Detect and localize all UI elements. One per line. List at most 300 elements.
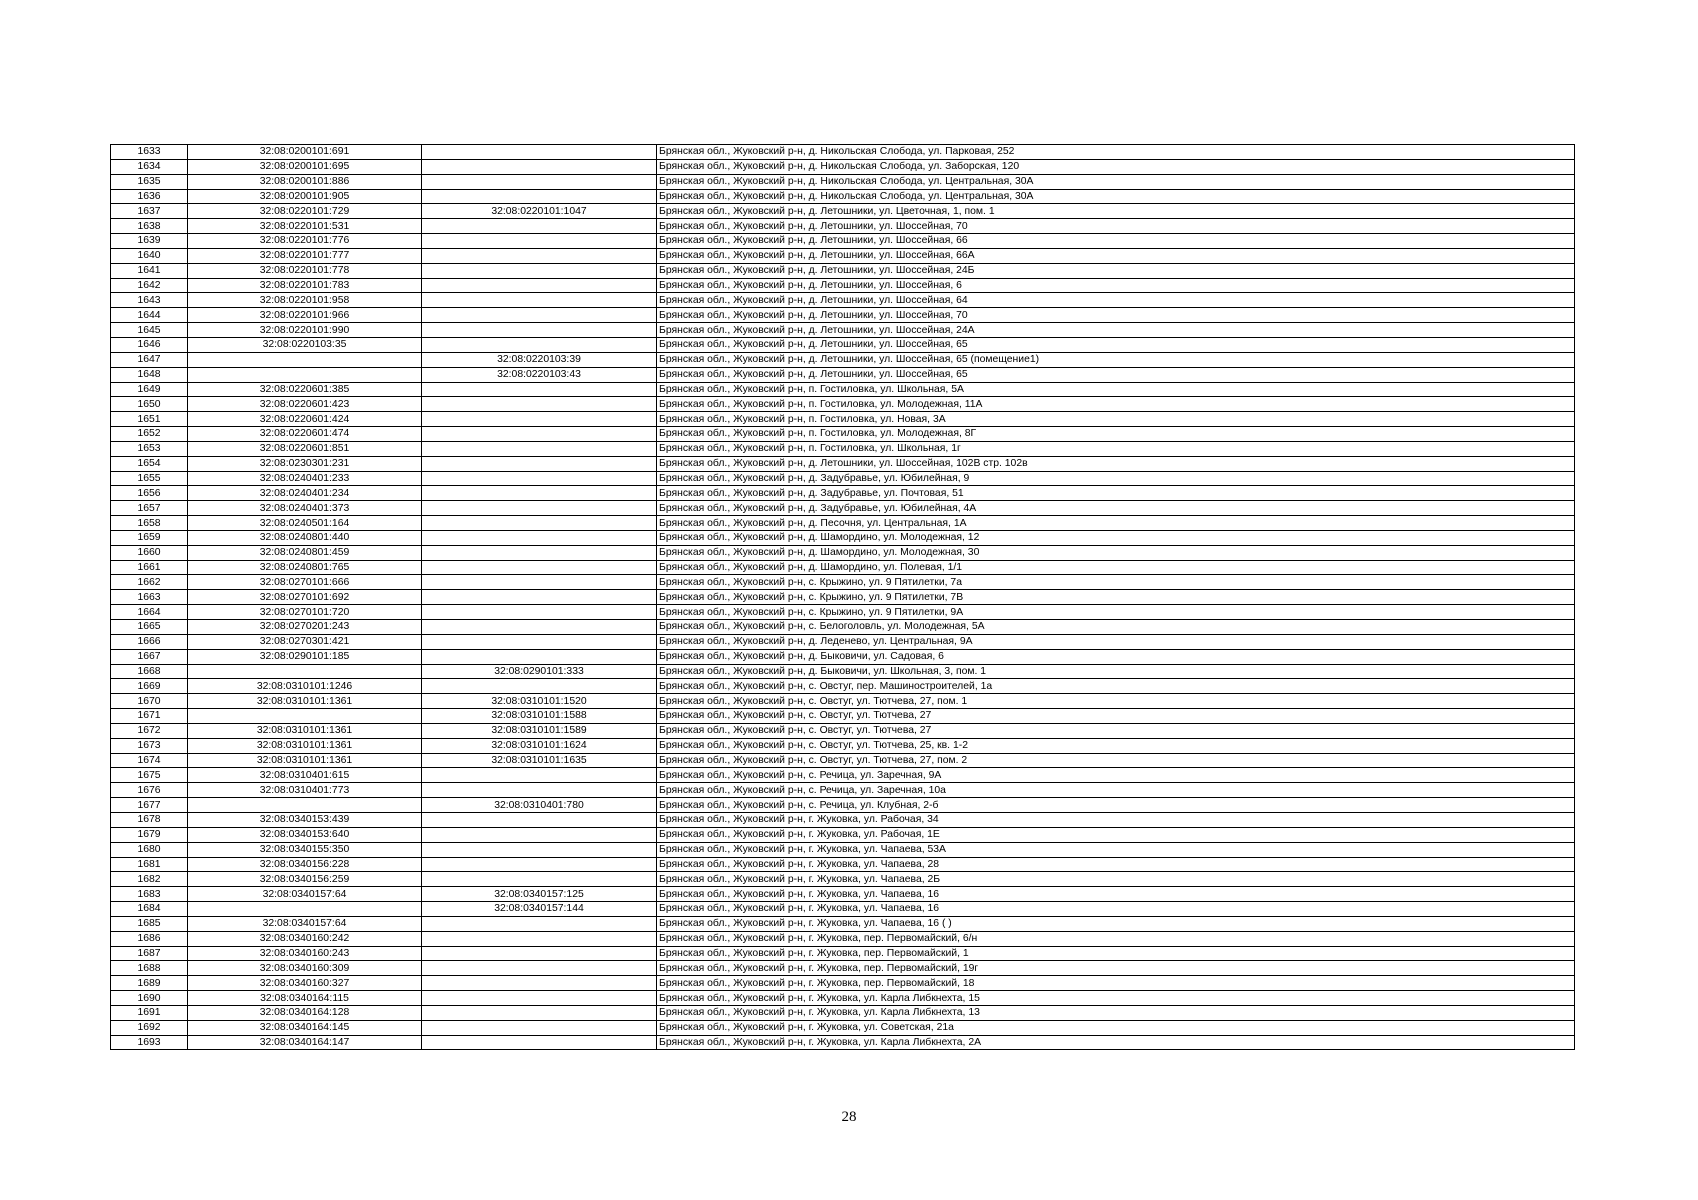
row-number-cell: 1636 (111, 189, 188, 204)
row-number-cell: 1679 (111, 827, 188, 842)
table-row (111, 1005, 1575, 1020)
table-row (111, 590, 1575, 605)
address-cell: Брянская обл., Жуковский р-н, г. Жуковка, ул. Карла Либкнехта, 2А (657, 1035, 1575, 1050)
row-number-cell: 1633 (111, 145, 188, 160)
row-number-cell: 1655 (111, 471, 188, 486)
address-cell: Брянская обл., Жуковский р-н, г. Жуковка, ул. Чапаева, 16 (657, 887, 1575, 902)
cadastral-number-cell: 32:08:0340153:640 (188, 827, 422, 842)
row-number-cell: 1669 (111, 679, 188, 694)
row-number-cell: 1672 (111, 723, 188, 738)
row-number-cell: 1667 (111, 649, 188, 664)
table-row (111, 1035, 1575, 1050)
address-cell: Брянская обл., Жуковский р-н, с. Речица, ул. Заречная, 9А (657, 768, 1575, 783)
table-row (111, 278, 1575, 293)
cadastral-number-cell (188, 709, 422, 724)
row-number-cell: 1686 (111, 931, 188, 946)
object-number-cell: 32:08:0310101:1588 (422, 709, 657, 724)
table-row (111, 530, 1575, 545)
row-number-cell: 1643 (111, 293, 188, 308)
cadastral-number-cell: 32:08:0310101:1361 (188, 753, 422, 768)
row-number-cell: 1671 (111, 709, 188, 724)
table-row (111, 976, 1575, 991)
table-row (111, 723, 1575, 738)
table-row (111, 872, 1575, 887)
object-number-cell (422, 308, 657, 323)
cadastral-number-cell: 32:08:0220601:474 (188, 427, 422, 442)
object-number-cell (422, 263, 657, 278)
address-cell: Брянская обл., Жуковский р-н, д. Леденево, ул. Центральная, 9А (657, 634, 1575, 649)
table-row (111, 620, 1575, 635)
cadastral-number-cell: 32:08:0340164:147 (188, 1035, 422, 1050)
row-number-cell: 1689 (111, 976, 188, 991)
object-number-cell (422, 991, 657, 1006)
table-row (111, 768, 1575, 783)
cadastral-number-cell: 32:08:0340155:350 (188, 842, 422, 857)
address-cell: Брянская обл., Жуковский р-н, с. Речица, ул. Клубная, 2-б (657, 798, 1575, 813)
address-cell: Брянская обл., Жуковский р-н, г. Жуковка, пер. Первомайский, 19г (657, 961, 1575, 976)
address-cell: Брянская обл., Жуковский р-н, д. Летошники, ул. Шоссейная, 65 (657, 337, 1575, 352)
address-cell: Брянская обл., Жуковский р-н, с. Овстуг, пер. Машиностроителей, 1а (657, 679, 1575, 694)
object-number-cell (422, 278, 657, 293)
cadastral-number-cell: 32:08:0240401:373 (188, 501, 422, 516)
object-number-cell (422, 189, 657, 204)
row-number-cell: 1647 (111, 352, 188, 367)
row-number-cell: 1641 (111, 263, 188, 278)
object-number-cell (422, 842, 657, 857)
address-cell: Брянская обл., Жуковский р-н, д. Задубравье, ул. Юбилейная, 9 (657, 471, 1575, 486)
address-cell: Брянская обл., Жуковский р-н, д. Задубравье, ул. Почтовая, 51 (657, 486, 1575, 501)
cadastral-number-cell: 32:08:0220101:958 (188, 293, 422, 308)
row-number-cell: 1678 (111, 812, 188, 827)
table-row (111, 382, 1575, 397)
cadastral-number-cell: 32:08:0220103:35 (188, 337, 422, 352)
row-number-cell: 1675 (111, 768, 188, 783)
object-number-cell (422, 931, 657, 946)
table-row (111, 263, 1575, 278)
address-cell: Брянская обл., Жуковский р-н, г. Жуковка, ул. Чапаева, 16 ( ) (657, 916, 1575, 931)
object-number-cell (422, 768, 657, 783)
table-row (111, 204, 1575, 219)
address-cell: Брянская обл., Жуковский р-н, д. Никольская Слобода, ул. Центральная, 30А (657, 189, 1575, 204)
cadastral-number-cell: 32:08:0220601:424 (188, 412, 422, 427)
table-row (111, 352, 1575, 367)
address-cell: Брянская обл., Жуковский р-н, д. Летошники, ул. Шоссейная, 65 (помещение1) (657, 352, 1575, 367)
row-number-cell: 1637 (111, 204, 188, 219)
address-cell: Брянская обл., Жуковский р-н, п. Гостиловка, ул. Молодежная, 11А (657, 397, 1575, 412)
object-number-cell: 32:08:0310101:1635 (422, 753, 657, 768)
address-cell: Брянская обл., Жуковский р-н, д. Летошники, ул. Шоссейная, 24А (657, 323, 1575, 338)
address-cell: Брянская обл., Жуковский р-н, с. Крыжино, ул. 9 Пятилетки, 7а (657, 575, 1575, 590)
cadastral-number-cell: 32:08:0270101:666 (188, 575, 422, 590)
object-number-cell (422, 590, 657, 605)
table-row (111, 545, 1575, 560)
row-number-cell: 1649 (111, 382, 188, 397)
row-number-cell: 1651 (111, 412, 188, 427)
row-number-cell: 1653 (111, 441, 188, 456)
cadastral-number-cell: 32:08:0240501:164 (188, 516, 422, 531)
table-row (111, 664, 1575, 679)
table-row (111, 516, 1575, 531)
object-number-cell: 32:08:0310101:1624 (422, 738, 657, 753)
object-number-cell (422, 649, 657, 664)
cadastral-number-cell: 32:08:0290101:185 (188, 649, 422, 664)
address-cell: Брянская обл., Жуковский р-н, г. Жуковка, ул. Карла Либкнехта, 13 (657, 1005, 1575, 1020)
cadastral-number-cell: 32:08:0220101:783 (188, 278, 422, 293)
object-number-cell (422, 382, 657, 397)
table-row (111, 931, 1575, 946)
row-number-cell: 1690 (111, 991, 188, 1006)
row-number-cell: 1683 (111, 887, 188, 902)
cadastral-number-cell: 32:08:0220601:423 (188, 397, 422, 412)
cadastral-number-cell: 32:08:0310401:773 (188, 783, 422, 798)
object-number-cell (422, 174, 657, 189)
table-row (111, 679, 1575, 694)
object-number-cell (422, 916, 657, 931)
object-number-cell (422, 397, 657, 412)
object-number-cell (422, 441, 657, 456)
table-row (111, 753, 1575, 768)
row-number-cell: 1662 (111, 575, 188, 590)
cadastral-number-cell (188, 352, 422, 367)
table-row (111, 308, 1575, 323)
object-number-cell (422, 1035, 657, 1050)
table-row (111, 248, 1575, 263)
address-cell: Брянская обл., Жуковский р-н, д. Быковичи, ул. Садовая, 6 (657, 649, 1575, 664)
table-row (111, 323, 1575, 338)
object-number-cell (422, 471, 657, 486)
row-number-cell: 1668 (111, 664, 188, 679)
row-number-cell: 1676 (111, 783, 188, 798)
cadastral-number-cell: 32:08:0220101:729 (188, 204, 422, 219)
row-number-cell: 1650 (111, 397, 188, 412)
address-cell: Брянская обл., Жуковский р-н, д. Никольская Слобода, ул. Заборская, 120 (657, 159, 1575, 174)
cadastral-number-cell: 32:08:0310401:615 (188, 768, 422, 783)
object-number-cell (422, 560, 657, 575)
object-number-cell (422, 976, 657, 991)
row-number-cell: 1663 (111, 590, 188, 605)
address-cell: Брянская обл., Жуковский р-н, с. Овстуг, ул. Тютчева, 25, кв. 1-2 (657, 738, 1575, 753)
object-number-cell (422, 857, 657, 872)
row-number-cell: 1659 (111, 530, 188, 545)
address-cell: Брянская обл., Жуковский р-н, д. Летошники, ул. Шоссейная, 70 (657, 219, 1575, 234)
table-row (111, 441, 1575, 456)
address-cell: Брянская обл., Жуковский р-н, г. Жуковка, ул. Советская, 21а (657, 1020, 1575, 1035)
cadastral-number-cell: 32:08:0340160:243 (188, 946, 422, 961)
table-row (111, 471, 1575, 486)
cadastral-number-cell (188, 664, 422, 679)
table-row (111, 486, 1575, 501)
cadastral-number-cell: 32:08:0270301:421 (188, 634, 422, 649)
address-cell: Брянская обл., Жуковский р-н, с. Овстуг, ул. Тютчева, 27 (657, 723, 1575, 738)
cadastral-number-cell: 32:08:0270101:692 (188, 590, 422, 605)
object-number-cell (422, 679, 657, 694)
cadastral-number-cell: 32:08:0340160:242 (188, 931, 422, 946)
address-cell: Брянская обл., Жуковский р-н, д. Быковичи, ул. Школьная, 3, пом. 1 (657, 664, 1575, 679)
cadastral-number-cell: 32:08:0240401:233 (188, 471, 422, 486)
table-row (111, 159, 1575, 174)
cadastral-number-cell: 32:08:0200101:886 (188, 174, 422, 189)
address-cell: Брянская обл., Жуковский р-н, п. Гостиловка, ул. Молодежная, 8Г (657, 427, 1575, 442)
table-row (111, 605, 1575, 620)
table-row (111, 827, 1575, 842)
object-number-cell (422, 293, 657, 308)
cadastral-number-cell: 32:08:0220101:778 (188, 263, 422, 278)
table-row (111, 649, 1575, 664)
table-row (111, 337, 1575, 352)
cadastral-number-cell: 32:08:0220101:966 (188, 308, 422, 323)
cadastral-number-cell: 32:08:0340153:439 (188, 812, 422, 827)
table-row (111, 783, 1575, 798)
object-number-cell (422, 634, 657, 649)
page-number: 28 (841, 1109, 857, 1125)
table-row (111, 145, 1575, 160)
table-row (111, 812, 1575, 827)
row-number-cell: 1682 (111, 872, 188, 887)
row-number-cell: 1680 (111, 842, 188, 857)
object-number-cell (422, 1020, 657, 1035)
row-number-cell: 1684 (111, 902, 188, 917)
object-number-cell (422, 337, 657, 352)
object-number-cell: 32:08:0220103:39 (422, 352, 657, 367)
row-number-cell: 1674 (111, 753, 188, 768)
row-number-cell: 1685 (111, 916, 188, 931)
cadastral-number-cell: 32:08:0270201:243 (188, 620, 422, 635)
address-cell: Брянская обл., Жуковский р-н, г. Жуковка, ул. Чапаева, 53А (657, 842, 1575, 857)
cadastral-number-cell (188, 902, 422, 917)
object-number-cell (422, 323, 657, 338)
address-cell: Брянская обл., Жуковский р-н, с. Речица, ул. Заречная, 10а (657, 783, 1575, 798)
table-row (111, 501, 1575, 516)
row-number-cell: 1640 (111, 248, 188, 263)
table-row (111, 991, 1575, 1006)
address-cell: Брянская обл., Жуковский р-н, г. Жуковка, ул. Карла Либкнехта, 15 (657, 991, 1575, 1006)
address-cell: Брянская обл., Жуковский р-н, г. Жуковка, ул. Рабочая, 34 (657, 812, 1575, 827)
cadastral-number-cell: 32:08:0340160:327 (188, 976, 422, 991)
row-number-cell: 1648 (111, 367, 188, 382)
address-cell: Брянская обл., Жуковский р-н, г. Жуковка, пер. Первомайский, 18 (657, 976, 1575, 991)
address-cell: Брянская обл., Жуковский р-н, д. Летошники, ул. Шоссейная, 65 (657, 367, 1575, 382)
table-row (111, 961, 1575, 976)
address-cell: Брянская обл., Жуковский р-н, г. Жуковка, ул. Чапаева, 28 (657, 857, 1575, 872)
object-number-cell (422, 456, 657, 471)
object-number-cell: 32:08:0340157:144 (422, 902, 657, 917)
object-number-cell: 32:08:0310401:780 (422, 798, 657, 813)
address-cell: Брянская обл., Жуковский р-н, д. Шамордино, ул. Молодежная, 30 (657, 545, 1575, 560)
address-cell: Брянская обл., Жуковский р-н, д. Никольская Слобода, ул. Парковая, 252 (657, 145, 1575, 160)
row-number-cell: 1654 (111, 456, 188, 471)
address-cell: Брянская обл., Жуковский р-н, г. Жуковка, ул. Чапаева, 2Б (657, 872, 1575, 887)
cadastral-number-cell: 32:08:0200101:695 (188, 159, 422, 174)
table-row (111, 456, 1575, 471)
object-number-cell: 32:08:0340157:125 (422, 887, 657, 902)
cadastral-number-cell (188, 798, 422, 813)
table-row (111, 560, 1575, 575)
table-row (111, 709, 1575, 724)
row-number-cell: 1652 (111, 427, 188, 442)
cadastral-number-cell: 32:08:0340160:309 (188, 961, 422, 976)
table-row (111, 189, 1575, 204)
object-number-cell (422, 545, 657, 560)
row-number-cell: 1693 (111, 1035, 188, 1050)
object-number-cell (422, 248, 657, 263)
cadastral-number-cell: 32:08:0240801:440 (188, 530, 422, 545)
row-number-cell: 1657 (111, 501, 188, 516)
object-number-cell (422, 501, 657, 516)
cadastral-number-cell: 32:08:0220601:851 (188, 441, 422, 456)
address-cell: Брянская обл., Жуковский р-н, с. Белоголовль, ул. Молодежная, 5А (657, 620, 1575, 635)
cadastral-number-cell: 32:08:0340157:64 (188, 916, 422, 931)
object-number-cell (422, 620, 657, 635)
address-cell: Брянская обл., Жуковский р-н, д. Летошники, ул. Цветочная, 1, пом. 1 (657, 204, 1575, 219)
table-row (111, 887, 1575, 902)
row-number-cell: 1642 (111, 278, 188, 293)
row-number-cell: 1634 (111, 159, 188, 174)
cadastral-number-cell: 32:08:0310101:1246 (188, 679, 422, 694)
address-cell: Брянская обл., Жуковский р-н, п. Гостиловка, ул. Новая, 3А (657, 412, 1575, 427)
table-row (111, 634, 1575, 649)
table-row (111, 857, 1575, 872)
cadastral-number-cell: 32:08:0270101:720 (188, 605, 422, 620)
cadastral-number-cell: 32:08:0240801:765 (188, 560, 422, 575)
register-table-body (111, 145, 1575, 1050)
row-number-cell: 1691 (111, 1005, 188, 1020)
table-row (111, 1020, 1575, 1035)
cadastral-number-cell: 32:08:0310101:1361 (188, 723, 422, 738)
row-number-cell: 1688 (111, 961, 188, 976)
table-row (111, 842, 1575, 857)
object-number-cell (422, 145, 657, 160)
table-row (111, 427, 1575, 442)
row-number-cell: 1692 (111, 1020, 188, 1035)
address-cell: Брянская обл., Жуковский р-н, г. Жуковка, ул. Чапаева, 16 (657, 902, 1575, 917)
table-row (111, 738, 1575, 753)
address-cell: Брянская обл., Жуковский р-н, с. Крыжино, ул. 9 Пятилетки, 7В (657, 590, 1575, 605)
cadastral-number-cell: 32:08:0200101:905 (188, 189, 422, 204)
cadastral-number-cell: 32:08:0340164:145 (188, 1020, 422, 1035)
row-number-cell: 1681 (111, 857, 188, 872)
object-number-cell: 32:08:0220101:1047 (422, 204, 657, 219)
table-row (111, 694, 1575, 709)
row-number-cell: 1639 (111, 234, 188, 249)
cadastral-number-cell (188, 367, 422, 382)
object-number-cell: 32:08:0310101:1520 (422, 694, 657, 709)
row-number-cell: 1638 (111, 219, 188, 234)
row-number-cell: 1644 (111, 308, 188, 323)
row-number-cell: 1670 (111, 694, 188, 709)
address-cell: Брянская обл., Жуковский р-н, д. Летошники, ул. Шоссейная, 6 (657, 278, 1575, 293)
cadastral-number-cell: 32:08:0340157:64 (188, 887, 422, 902)
table-row (111, 946, 1575, 961)
table-row (111, 412, 1575, 427)
table-row (111, 575, 1575, 590)
cadastral-number-cell: 32:08:0340156:228 (188, 857, 422, 872)
cadastral-number-cell: 32:08:0220601:385 (188, 382, 422, 397)
object-number-cell (422, 516, 657, 531)
object-number-cell (422, 605, 657, 620)
address-cell: Брянская обл., Жуковский р-н, д. Летошники, ул. Шоссейная, 64 (657, 293, 1575, 308)
object-number-cell (422, 812, 657, 827)
address-cell: Брянская обл., Жуковский р-н, д. Шамордино, ул. Полевая, 1/1 (657, 560, 1575, 575)
address-cell: Брянская обл., Жуковский р-н, д. Летошники, ул. Шоссейная, 102В стр. 102в (657, 456, 1575, 471)
table-row (111, 397, 1575, 412)
cadastral-number-cell: 32:08:0200101:691 (188, 145, 422, 160)
row-number-cell: 1656 (111, 486, 188, 501)
row-number-cell: 1658 (111, 516, 188, 531)
cadastral-number-cell: 32:08:0220101:776 (188, 234, 422, 249)
register-table (110, 144, 1575, 1050)
object-number-cell (422, 872, 657, 887)
object-number-cell (422, 961, 657, 976)
object-number-cell: 32:08:0310101:1589 (422, 723, 657, 738)
address-cell: Брянская обл., Жуковский р-н, г. Жуковка, ул. Рабочая, 1Е (657, 827, 1575, 842)
object-number-cell (422, 783, 657, 798)
object-number-cell (422, 946, 657, 961)
address-cell: Брянская обл., Жуковский р-н, с. Овстуг, ул. Тютчева, 27, пом. 1 (657, 694, 1575, 709)
object-number-cell (422, 159, 657, 174)
address-cell: Брянская обл., Жуковский р-н, д. Песочня, ул. Центральная, 1А (657, 516, 1575, 531)
table-row (111, 293, 1575, 308)
row-number-cell: 1687 (111, 946, 188, 961)
address-cell: Брянская обл., Жуковский р-н, д. Никольская Слобода, ул. Центральная, 30А (657, 174, 1575, 189)
table-row (111, 798, 1575, 813)
cadastral-number-cell: 32:08:0310101:1361 (188, 738, 422, 753)
object-number-cell (422, 486, 657, 501)
row-number-cell: 1660 (111, 545, 188, 560)
address-cell: Брянская обл., Жуковский р-н, г. Жуковка, пер. Первомайский, 1 (657, 946, 1575, 961)
cadastral-number-cell: 32:08:0220101:777 (188, 248, 422, 263)
address-cell: Брянская обл., Жуковский р-н, д. Шамордино, ул. Молодежная, 12 (657, 530, 1575, 545)
object-number-cell (422, 1005, 657, 1020)
row-number-cell: 1645 (111, 323, 188, 338)
row-number-cell: 1665 (111, 620, 188, 635)
cadastral-number-cell: 32:08:0340156:259 (188, 872, 422, 887)
object-number-cell (422, 575, 657, 590)
table-row (111, 219, 1575, 234)
address-cell: Брянская обл., Жуковский р-н, д. Летошники, ул. Шоссейная, 66 (657, 234, 1575, 249)
row-number-cell: 1646 (111, 337, 188, 352)
cadastral-number-cell: 32:08:0220101:990 (188, 323, 422, 338)
object-number-cell: 32:08:0220103:43 (422, 367, 657, 382)
cadastral-number-cell: 32:08:0310101:1361 (188, 694, 422, 709)
row-number-cell: 1666 (111, 634, 188, 649)
row-number-cell: 1661 (111, 560, 188, 575)
table-row (111, 916, 1575, 931)
row-number-cell: 1673 (111, 738, 188, 753)
address-cell: Брянская обл., Жуковский р-н, с. Крыжино, ул. 9 Пятилетки, 9А (657, 605, 1575, 620)
table-row (111, 174, 1575, 189)
cadastral-number-cell: 32:08:0340164:128 (188, 1005, 422, 1020)
cadastral-number-cell: 32:08:0220101:531 (188, 219, 422, 234)
address-cell: Брянская обл., Жуковский р-н, д. Летошники, ул. Шоссейная, 70 (657, 308, 1575, 323)
address-cell: Брянская обл., Жуковский р-н, г. Жуковка, пер. Первомайский, 6/н (657, 931, 1575, 946)
cadastral-number-cell: 32:08:0240401:234 (188, 486, 422, 501)
object-number-cell (422, 234, 657, 249)
object-number-cell (422, 530, 657, 545)
address-cell: Брянская обл., Жуковский р-н, с. Овстуг, ул. Тютчева, 27 (657, 709, 1575, 724)
cadastral-number-cell: 32:08:0240801:459 (188, 545, 422, 560)
cadastral-number-cell: 32:08:0340164:115 (188, 991, 422, 1006)
table-row (111, 367, 1575, 382)
address-cell: Брянская обл., Жуковский р-н, д. Задубравье, ул. Юбилейная, 4А (657, 501, 1575, 516)
cadastral-number-cell: 32:08:0230301:231 (188, 456, 422, 471)
table-row (111, 902, 1575, 917)
row-number-cell: 1664 (111, 605, 188, 620)
row-number-cell: 1635 (111, 174, 188, 189)
object-number-cell: 32:08:0290101:333 (422, 664, 657, 679)
object-number-cell (422, 219, 657, 234)
object-number-cell (422, 827, 657, 842)
row-number-cell: 1677 (111, 798, 188, 813)
